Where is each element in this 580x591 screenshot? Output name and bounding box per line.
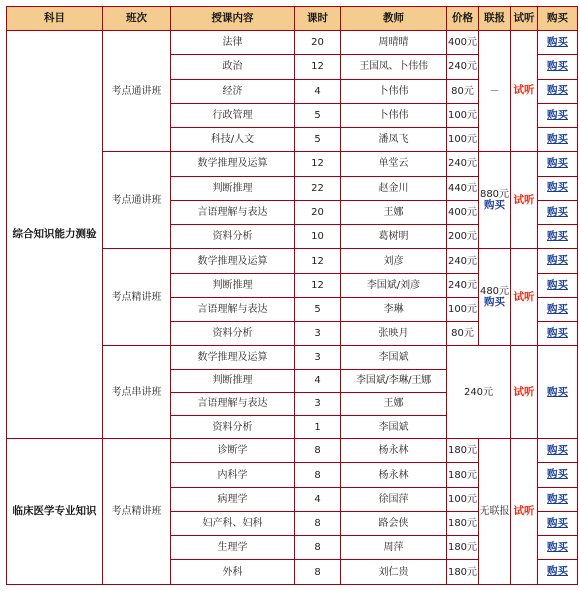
teacher-cell: 李国斌/李琳/王娜 <box>341 370 446 392</box>
buy-link[interactable]: 购买 <box>547 541 568 554</box>
buy-cell <box>538 463 577 486</box>
teacher-cell: 刘彦 <box>341 249 446 272</box>
buy-cell <box>538 201 577 224</box>
price-cell: 440元 <box>447 177 478 200</box>
price-cell: 80元 <box>447 322 478 345</box>
content-cell: 科技/人文 <box>171 128 294 151</box>
hours-cell: 8 <box>295 512 340 535</box>
trial-cell <box>511 249 537 345</box>
buy-link[interactable]: 购买 <box>547 302 568 315</box>
content-cell: 经济 <box>171 80 294 103</box>
hours-cell: 12 <box>295 249 340 272</box>
buy-cell <box>538 560 577 584</box>
table-row <box>7 31 577 54</box>
header-trial: 试听 <box>511 7 537 30</box>
hours-cell: 4 <box>295 488 340 511</box>
content-cell: 外科 <box>171 560 294 584</box>
hours-cell: 3 <box>295 322 340 345</box>
buy-link[interactable]: 购买 <box>547 327 568 340</box>
header-teacher: 教师 <box>341 7 446 30</box>
buy-link[interactable]: 购买 <box>547 468 568 481</box>
teacher-cell: 卜伟伟 <box>341 80 446 103</box>
buy-link[interactable]: 购买 <box>547 84 568 97</box>
buy-cell <box>538 536 577 559</box>
teacher-cell: 张映月 <box>341 322 446 345</box>
teacher-cell: 王娜 <box>341 393 446 415</box>
header-price: 价格 <box>447 7 478 30</box>
bundle-cell <box>479 249 510 345</box>
buy-cell <box>538 249 577 272</box>
bundle-buy-link[interactable]: 购买 <box>484 296 505 309</box>
trial-link[interactable]: 试听 <box>513 504 535 517</box>
price-cell: 180元 <box>447 512 478 535</box>
class-type-cell: 考点通讲班 <box>103 31 170 151</box>
content-cell: 数学推理及运算 <box>171 152 294 175</box>
buy-cell <box>538 177 577 200</box>
bundle-price: 480元 <box>479 286 510 298</box>
buy-cell <box>538 225 577 248</box>
content-cell: 言语理解与表达 <box>171 298 294 321</box>
buy-cell <box>538 322 577 345</box>
buy-cell <box>538 512 577 535</box>
subject-cell: 综合知识能力测验 <box>7 31 102 438</box>
price-cell: 80元 <box>447 80 478 103</box>
content-cell: 内科学 <box>171 463 294 486</box>
content-cell: 政治 <box>171 55 294 78</box>
buy-link[interactable]: 购买 <box>547 516 568 529</box>
trial-cell <box>511 439 537 584</box>
price-cell: 400元 <box>447 31 478 54</box>
price-cell: 100元 <box>447 488 478 511</box>
price-cell: 180元 <box>447 536 478 559</box>
price-cell: 180元 <box>447 463 478 486</box>
teacher-cell: 李国斌 <box>341 346 446 368</box>
bundle-buy-link[interactable]: 购买 <box>484 199 505 212</box>
trial-link[interactable]: 试听 <box>513 84 535 97</box>
hours-cell: 5 <box>295 104 340 127</box>
buy-cell <box>538 274 577 297</box>
trial-cell <box>511 31 537 151</box>
teacher-cell: 李琳 <box>341 298 446 321</box>
hours-cell: 22 <box>295 177 340 200</box>
teacher-cell: 杨永林 <box>341 439 446 462</box>
bundle-price: 880元 <box>479 189 510 201</box>
hours-cell: 20 <box>295 31 340 54</box>
bundle-cell: － <box>479 31 510 151</box>
buy-cell <box>538 55 577 78</box>
buy-link[interactable]: 购买 <box>547 205 568 218</box>
price-cell: 240元 <box>447 274 478 297</box>
content-cell: 判断推理 <box>171 274 294 297</box>
buy-link[interactable]: 购买 <box>547 492 568 505</box>
buy-cell <box>538 488 577 511</box>
content-cell: 言语理解与表达 <box>171 201 294 224</box>
header-class-type: 班次 <box>103 7 170 30</box>
teacher-cell: 葛树明 <box>341 225 446 248</box>
bundle-price-cell: 240元 <box>447 346 510 438</box>
price-cell: 180元 <box>447 560 478 584</box>
subject-cell: 临床医学专业知识 <box>7 439 102 584</box>
content-cell: 行政管理 <box>171 104 294 127</box>
teacher-cell: 杨永林 <box>341 463 446 486</box>
header-buy: 购买 <box>538 7 577 30</box>
price-cell: 200元 <box>447 225 478 248</box>
class-type-cell: 考点精讲班 <box>103 249 170 345</box>
content-cell: 资料分析 <box>171 322 294 345</box>
content-cell: 资料分析 <box>171 416 294 438</box>
buy-link[interactable]: 购买 <box>547 278 568 291</box>
buy-cell <box>538 104 577 127</box>
content-cell: 数学推理及运算 <box>171 346 294 368</box>
header-content: 授课内容 <box>171 7 294 30</box>
class-type-cell: 考点精讲班 <box>103 439 170 584</box>
header-hours: 课时 <box>295 7 340 30</box>
teacher-cell: 周晴晴 <box>341 31 446 54</box>
buy-cell <box>538 31 577 54</box>
buy-link[interactable]: 购买 <box>547 35 568 48</box>
hours-cell: 12 <box>295 55 340 78</box>
price-cell: 100元 <box>447 298 478 321</box>
trial-link[interactable]: 试听 <box>513 193 535 206</box>
teacher-cell: 赵金川 <box>341 177 446 200</box>
buy-link[interactable]: 购买 <box>547 157 568 170</box>
content-cell: 妇产科、妇科 <box>171 512 294 535</box>
hours-cell: 8 <box>295 560 340 584</box>
course-schedule-table <box>6 6 578 585</box>
buy-cell <box>538 152 577 175</box>
buy-link[interactable]: 购买 <box>547 132 568 145</box>
trial-cell <box>511 346 537 438</box>
price-cell: 400元 <box>447 201 478 224</box>
teacher-cell: 单堂云 <box>341 152 446 175</box>
hours-cell: 1 <box>295 416 340 438</box>
price-cell: 240元 <box>447 249 478 272</box>
content-cell: 判断推理 <box>171 370 294 392</box>
teacher-cell: 周萍 <box>341 536 446 559</box>
content-cell: 判断推理 <box>171 177 294 200</box>
teacher-cell: 李国斌 <box>341 416 446 438</box>
content-cell: 法律 <box>171 31 294 54</box>
cut-off-footer-text <box>6 585 576 591</box>
hours-cell: 5 <box>295 128 340 151</box>
content-cell: 病理学 <box>171 488 294 511</box>
teacher-cell: 路会侠 <box>341 512 446 535</box>
hours-cell: 12 <box>295 274 340 297</box>
class-type-cell: 考点通讲班 <box>103 152 170 248</box>
buy-link[interactable]: 购买 <box>547 385 568 398</box>
table-header-row <box>7 7 577 30</box>
teacher-cell: 李国斌/刘彦 <box>341 274 446 297</box>
content-cell: 生理学 <box>171 536 294 559</box>
trial-link[interactable]: 试听 <box>513 385 535 398</box>
bundle-cell: 无联报 <box>479 439 510 584</box>
buy-link[interactable]: 购买 <box>547 254 568 267</box>
price-cell: 100元 <box>447 128 478 151</box>
content-cell: 资料分析 <box>171 225 294 248</box>
teacher-cell: 徐国萍 <box>341 488 446 511</box>
trial-cell <box>511 152 537 248</box>
teacher-cell: 潘凤飞 <box>341 128 446 151</box>
buy-cell <box>538 439 577 462</box>
buy-link[interactable]: 购买 <box>547 565 568 578</box>
class-type-cell: 考点串讲班 <box>103 346 170 438</box>
price-cell: 240元 <box>447 55 478 78</box>
buy-cell <box>538 298 577 321</box>
hours-cell: 12 <box>295 152 340 175</box>
hours-cell: 20 <box>295 201 340 224</box>
content-cell: 数学推理及运算 <box>171 249 294 272</box>
bundle-cell <box>479 152 510 248</box>
hours-cell: 4 <box>295 370 340 392</box>
price-cell: 180元 <box>447 439 478 462</box>
buy-link[interactable]: 购买 <box>547 229 568 242</box>
buy-cell <box>538 80 577 103</box>
content-cell: 言语理解与表达 <box>171 393 294 415</box>
content-cell: 诊断学 <box>171 439 294 462</box>
hours-cell: 3 <box>295 393 340 415</box>
buy-link[interactable]: 购买 <box>547 108 568 121</box>
teacher-cell: 刘仁贵 <box>341 560 446 584</box>
trial-link[interactable]: 试听 <box>513 290 535 303</box>
buy-link[interactable]: 购买 <box>547 444 568 456</box>
buy-cell <box>538 128 577 151</box>
hours-cell: 4 <box>295 80 340 103</box>
table-row <box>7 439 577 462</box>
header-subject: 科目 <box>7 7 102 30</box>
header-bundle: 联报 <box>479 7 510 30</box>
teacher-cell: 卜伟伟 <box>341 104 446 127</box>
teacher-cell: 王娜 <box>341 201 446 224</box>
price-cell: 100元 <box>447 104 478 127</box>
teacher-cell: 王国凤、卜伟伟 <box>341 55 446 78</box>
hours-cell: 10 <box>295 225 340 248</box>
hours-cell: 8 <box>295 439 340 462</box>
hours-cell: 5 <box>295 298 340 321</box>
hours-cell: 8 <box>295 536 340 559</box>
hours-cell: 3 <box>295 346 340 368</box>
hours-cell: 8 <box>295 463 340 486</box>
buy-link[interactable]: 购买 <box>547 60 568 73</box>
price-cell: 240元 <box>447 152 478 175</box>
buy-cell <box>538 346 577 438</box>
buy-link[interactable]: 购买 <box>547 181 568 194</box>
